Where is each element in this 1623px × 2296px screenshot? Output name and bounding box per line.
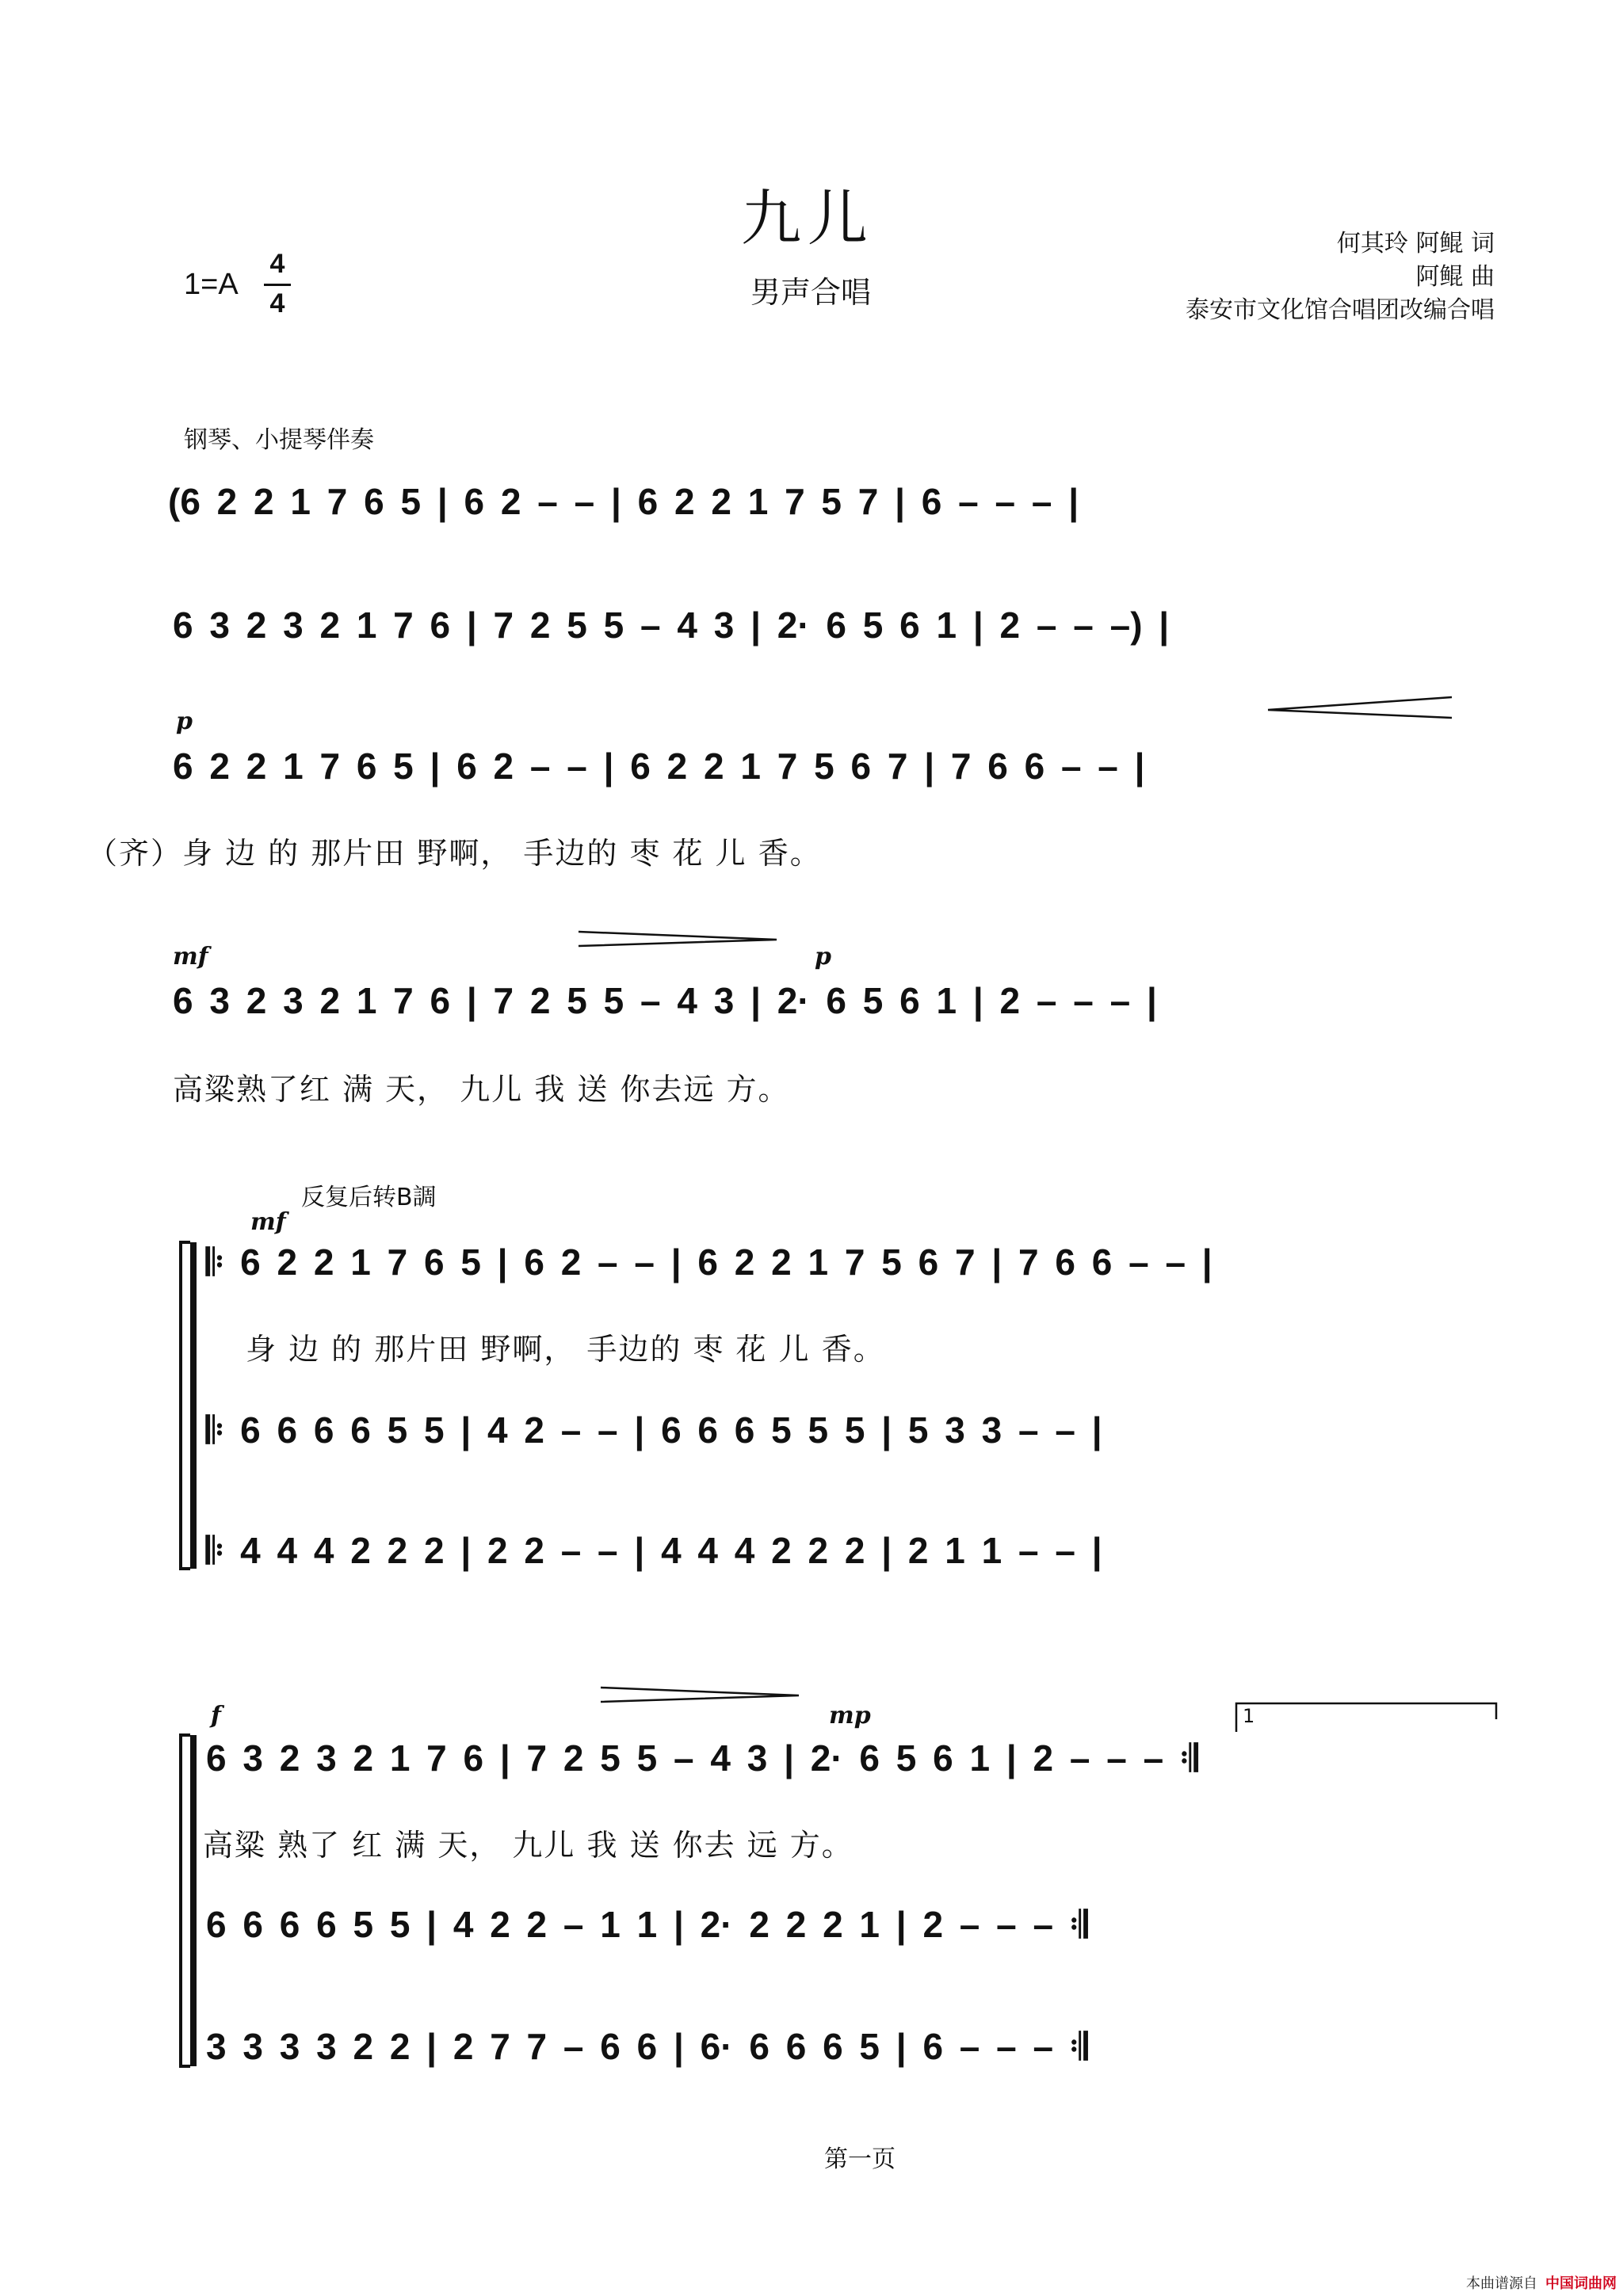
song-title: 九儿	[741, 183, 874, 254]
verse-row-2: 6 3 2 3 2 1 7 6 | 7 2 5 5 – 4 3 | 2· 6 5 6 1 | 2 – – – |	[173, 980, 1157, 1021]
dynamic-p-row4: p	[815, 943, 831, 971]
verse-lyrics-1: （齐）身 边 的 那片田 野啊， 手边的 枣 花 儿 香。	[87, 836, 822, 871]
system1-part1: 𝄆 6 2 2 1 7 6 5 | 6 2 – – | 6 2 2 1 7 5 6 7 | 7 6 6 – – |	[206, 1241, 1212, 1283]
volta-bracket	[1236, 1703, 1496, 1732]
dynamic-mf-system1: mf	[250, 1208, 286, 1236]
system2-part1: 6 3 2 3 2 1 7 6 | 7 2 5 5 – 4 3 | 2· 6 5 6 1 | 2 – – – 𝄇	[206, 1737, 1198, 1779]
intro-instrument-label: 钢琴、小提琴伴奏	[184, 426, 374, 454]
verse-row-1: 6 2 2 1 7 6 5 | 6 2 – – | 6 2 2 1 7 5 6 7 | 7 6 6 – – |	[173, 746, 1145, 787]
song-subtitle: 男声合唱	[750, 275, 872, 310]
system2-part3: 3 3 3 3 2 2 | 2 7 7 – 6 6 | 6· 6 6 6 5 | 6 – – – 𝄇	[206, 2026, 1088, 2067]
system1-lyrics: 身 边 的 那片田 野啊， 手边的 枣 花 儿 香。	[246, 1332, 885, 1367]
system2-lyrics: 高粱 熟了 红 满 天， 九儿 我 送 你去 远 方。	[203, 1828, 854, 1863]
time-signature-top: 4	[269, 249, 285, 279]
verse-lyrics-2: 高粱熟了红 满 天， 九儿 我 送 你去远 方。	[173, 1072, 790, 1107]
intro-row-1: (6 2 2 1 7 6 5 | 6 2 – – | 6 2 2 1 7 5 7 | 6 – – – |	[168, 481, 1079, 522]
volta-number: 1	[1243, 1705, 1255, 1727]
lyricist-credit: 何其玲 阿鲲 词	[1336, 230, 1495, 257]
system2-bracket	[181, 1735, 193, 2066]
source-label: 本曲谱源自	[1466, 2275, 1537, 2292]
page-number: 第一页	[824, 2145, 896, 2173]
source-site: 中国词曲网	[1545, 2275, 1617, 2292]
key-signature: 1=A	[184, 268, 239, 301]
system1-bracket	[181, 1242, 193, 1569]
intro-row-2: 6 3 2 3 2 1 7 6 | 7 2 5 5 – 4 3 | 2· 6 5 6 1 | 2 – – –) |	[173, 605, 1170, 646]
time-signature-bottom: 4	[269, 288, 285, 318]
dynamic-f-system2: f	[211, 1702, 221, 1730]
hairpins	[579, 697, 1452, 1702]
repeat-modulation-label: 反复后转B調	[301, 1184, 437, 1211]
dynamic-mp-system2: mp	[829, 1702, 871, 1730]
dynamic-mf-row4: mf	[173, 943, 208, 971]
arranger-credit: 泰安市文化馆合唱团改编合唱	[1186, 296, 1495, 324]
system1-part2: 𝄆 6 6 6 6 5 5 | 4 2 – – | 6 6 6 5 5 5 | 5 3 3 – – |	[206, 1409, 1102, 1451]
system2-part2: 6 6 6 6 5 5 | 4 2 2 – 1 1 | 2· 2 2 2 1 | 2 – – – 𝄇	[206, 1904, 1088, 1945]
dynamic-p-row3: p	[176, 707, 193, 735]
composer-credit: 阿鲲 曲	[1415, 263, 1495, 291]
system1-part3: 𝄆 4 4 4 2 2 2 | 2 2 – – | 4 4 4 2 2 2 | 2 1 1 – – |	[206, 1530, 1102, 1571]
